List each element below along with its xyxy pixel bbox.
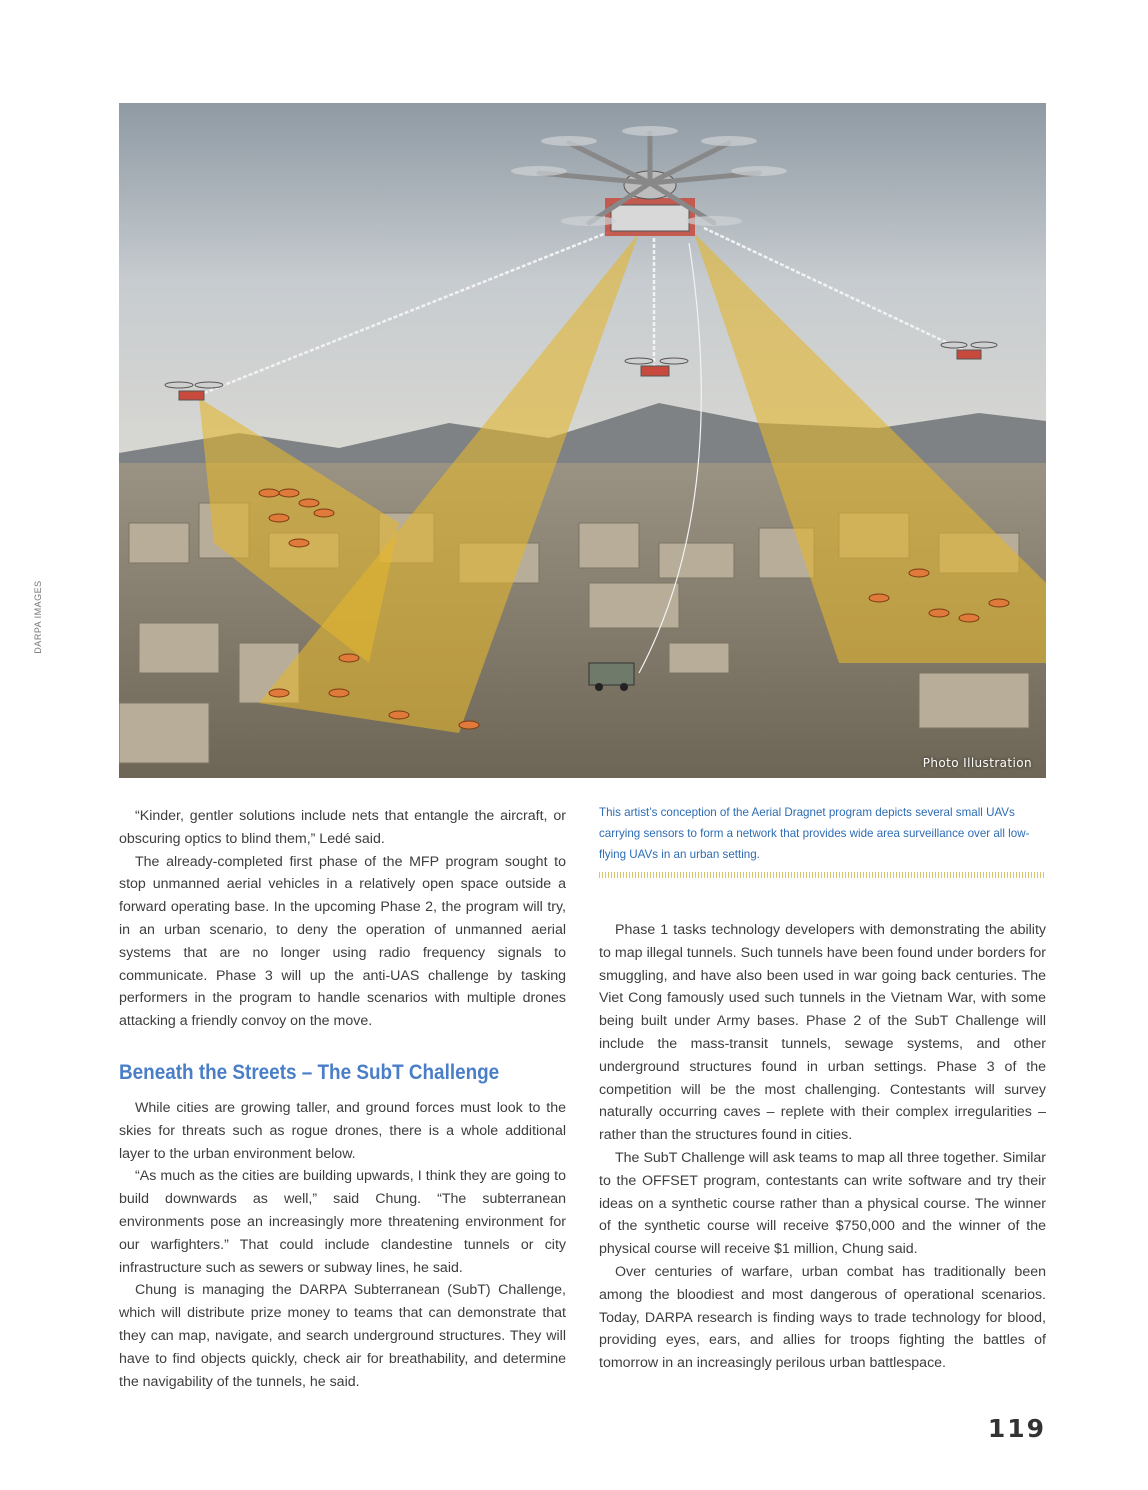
paragraph: “Kinder, gentler solutions include nets that entangle the aircraft, or obscuring optics to blind them,” Ledé said. xyxy=(119,808,566,847)
page-number: 119 xyxy=(987,1414,1046,1443)
paragraph: “As much as the cities are building upwards, I think they are going to build downwards as well,” said Chung. “The subterranean environments pose an increasingly more threatening environment for our warfighters.” That could include clandestine tunnels or city infrastructure such as sewers or subway lines, he said. xyxy=(119,1168,566,1276)
section-heading: Beneath the Streets – The SubT Challenge xyxy=(119,1060,500,1084)
paragraph: Phase 1 tasks technology developers with demonstrating the ability to map illegal tunnels. Such tunnels have been found under borders for smuggling, and have also been used in war going back centuries. The Viet Cong famously used such tunnels in the Vietnam War, with some being built under Army bases. Phase 2 of the SubT Challenge will include the mass-transit tunnels, sewage systems, and other underground structures found in urban settings. Phase 3 of the competition will be the most challenging. Contestants will survey naturally occurring caves – replete with their complex irregularities – rather than the structures found in cities. xyxy=(599,922,1046,1144)
right-column xyxy=(599,919,1046,1375)
paragraph: Chung is managing the DARPA Subterranean (SubT) Challenge, which will distribute prize money to teams that can demonstrate that they can map, navigate, and search underground structures. They will have to find objects quickly, check air for breathability, and determine the navigability of the tunnels, he said. xyxy=(119,1282,566,1390)
figure-caption: This artist’s conception of the Aerial Dragnet program depicts several small UAVs carrying sensors to form a network that provides wide area surveillance over all low-flying UAVs in an urban setting. xyxy=(599,806,1030,861)
sky xyxy=(119,103,1046,463)
image-credit xyxy=(30,580,46,660)
photo-illustration-label: Photo Illustration xyxy=(922,756,1032,770)
paragraph: While cities are growing taller, and ground forces must look to the skies for threats such as rogue drones, there is a whole additional layer to the urban environment below. xyxy=(119,1099,566,1162)
paragraph: Over centuries of warfare, urban combat has traditionally been among the bloodiest and most dangerous of operational scenarios. Today, DARPA research is finding ways to trade technology for blood, providing eyes, ears, and allies for troops fighting the battles of tomorrow in an increasingly perilous urban battlespace. xyxy=(599,1263,1046,1372)
paragraph: The SubT Challenge will ask teams to map all three together. Similar to the OFFSET program, contestants can write software and try their ideas on a synthetic course rather than a physical course. The winner of the synthetic course will receive $750,000 and the winner of the physical course will receive $1 million, Chung said. xyxy=(599,1149,1046,1258)
caption-divider xyxy=(599,872,1046,878)
aerial-dragnet-illustration xyxy=(119,103,1046,778)
left-column xyxy=(119,805,566,1393)
paragraph: The already-completed first phase of the MFP program sought to stop unmanned aerial vehicles in a relatively open space outside a forward operating base. In the upcoming Phase 2, the program will try, in an urban scenario, to deny the operation of unmanned aerial systems that are no longer using radio frequency signals to communicate. Phase 3 will up the anti-UAS challenge by tasking performers in the program to handle scenarios with multiple drones attacking a friendly convoy on the move. xyxy=(119,853,566,1030)
illustration-graphic xyxy=(119,103,1046,778)
image-credit-text: DARPA IMAGES xyxy=(33,580,43,654)
